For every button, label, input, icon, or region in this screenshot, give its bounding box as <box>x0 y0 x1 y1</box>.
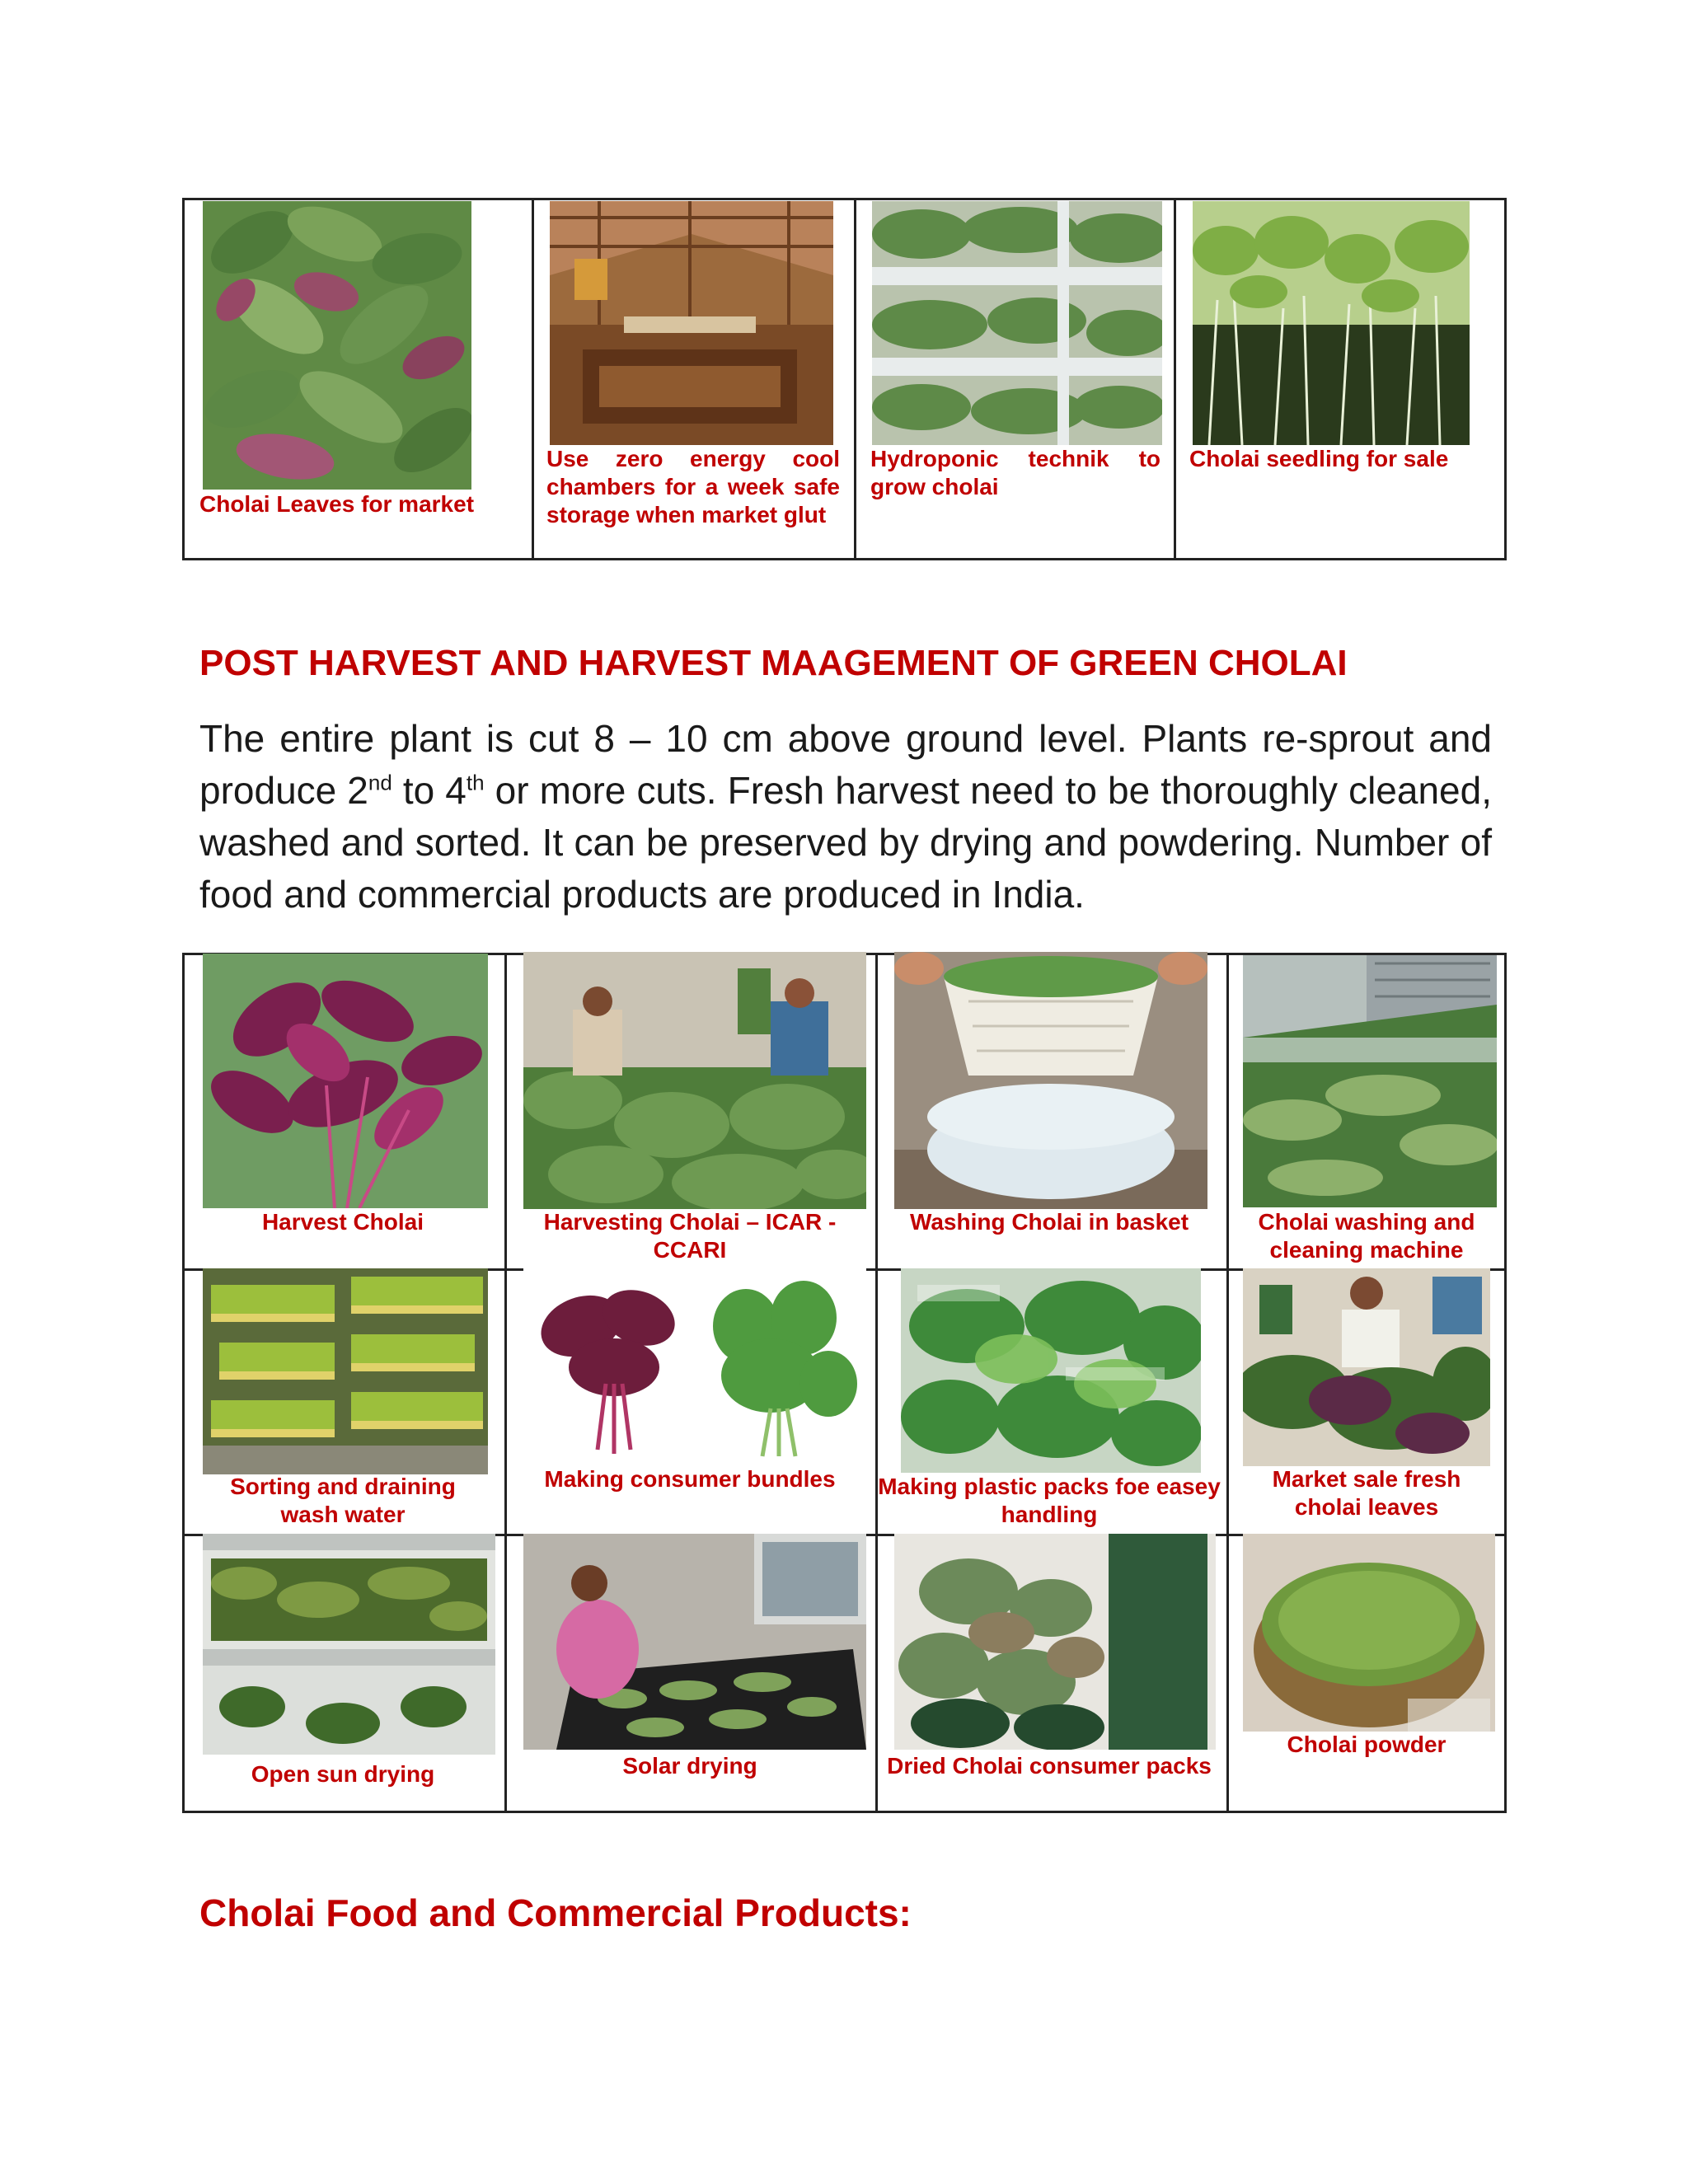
harvesting-cholai-photo <box>523 952 866 1209</box>
plastic-packs-photo <box>901 1268 1201 1473</box>
cool-chamber-photo <box>550 201 833 445</box>
washing-machine-photo <box>1243 955 1497 1207</box>
open-sun-drying-photo <box>203 1534 495 1755</box>
sorting-draining-photo <box>203 1268 488 1474</box>
caption-market-sale: Market sale fresh cholai leaves <box>1272 1466 1461 1520</box>
solar-drying-photo <box>523 1534 866 1750</box>
hydroponic-photo <box>872 201 1162 445</box>
cholai-leaves-photo <box>203 201 471 490</box>
caption-consumer-bundles: Making consumer bundles <box>544 1466 836 1492</box>
caption-cholai-powder: Cholai powder <box>1287 1732 1447 1757</box>
caption-harvesting-icar: Harvesting Cholai – ICAR - CCARI <box>543 1209 837 1263</box>
caption-harvest-cholai: Harvest Cholai <box>261 1209 424 1235</box>
consumer-bundles-photo <box>523 1268 866 1461</box>
caption-plastic-packs: Making plastic packs foe easey handling <box>878 1474 1221 1527</box>
section-heading-post-harvest: POST HARVEST AND HARVEST MAAGEMENT OF GREEN CHOLAI <box>199 643 1348 683</box>
caption-sorting-draining: Sorting and draining wash water <box>230 1474 456 1527</box>
cholai-powder-photo <box>1243 1534 1495 1732</box>
caption-seedling: Cholai seedling for sale <box>1189 446 1449 471</box>
seedling-photo <box>1193 201 1470 445</box>
washing-basket-photo <box>894 952 1207 1209</box>
market-sale-photo <box>1243 1268 1490 1466</box>
caption-dried-packs: Dried Cholai consumer packs <box>887 1753 1212 1779</box>
caption-washing-machine: Cholai washing and cleaning machine <box>1258 1209 1475 1263</box>
caption-cool-chambers: Use zero energy cool chambers for a week safe storage when market glut <box>546 446 840 527</box>
caption-open-sun-drying: Open sun drying <box>251 1761 435 1787</box>
harvest-cholai-photo <box>203 954 488 1208</box>
caption-hydroponic: Hydroponic technik to grow cholai <box>870 446 1160 499</box>
caption-washing-basket: Washing Cholai in basket <box>909 1209 1189 1235</box>
post-harvest-paragraph: The entire plant is cut 8 – 10 cm above ground level. Plants re-sprout and produce 2nd to 4th or more cuts. Fresh harvest need to be thoroughly cleaned, washed and sorted. It can be preserved by drying and powdering. Number of food and commercial products are produced in India. <box>199 717 1492 916</box>
section-heading-food-products: Cholai Food and Commercial Products: <box>199 1891 912 1934</box>
caption-cholai-leaves: Cholai Leaves for market <box>199 491 475 517</box>
caption-solar-drying: Solar drying <box>622 1753 757 1779</box>
dried-packs-photo <box>894 1534 1216 1750</box>
